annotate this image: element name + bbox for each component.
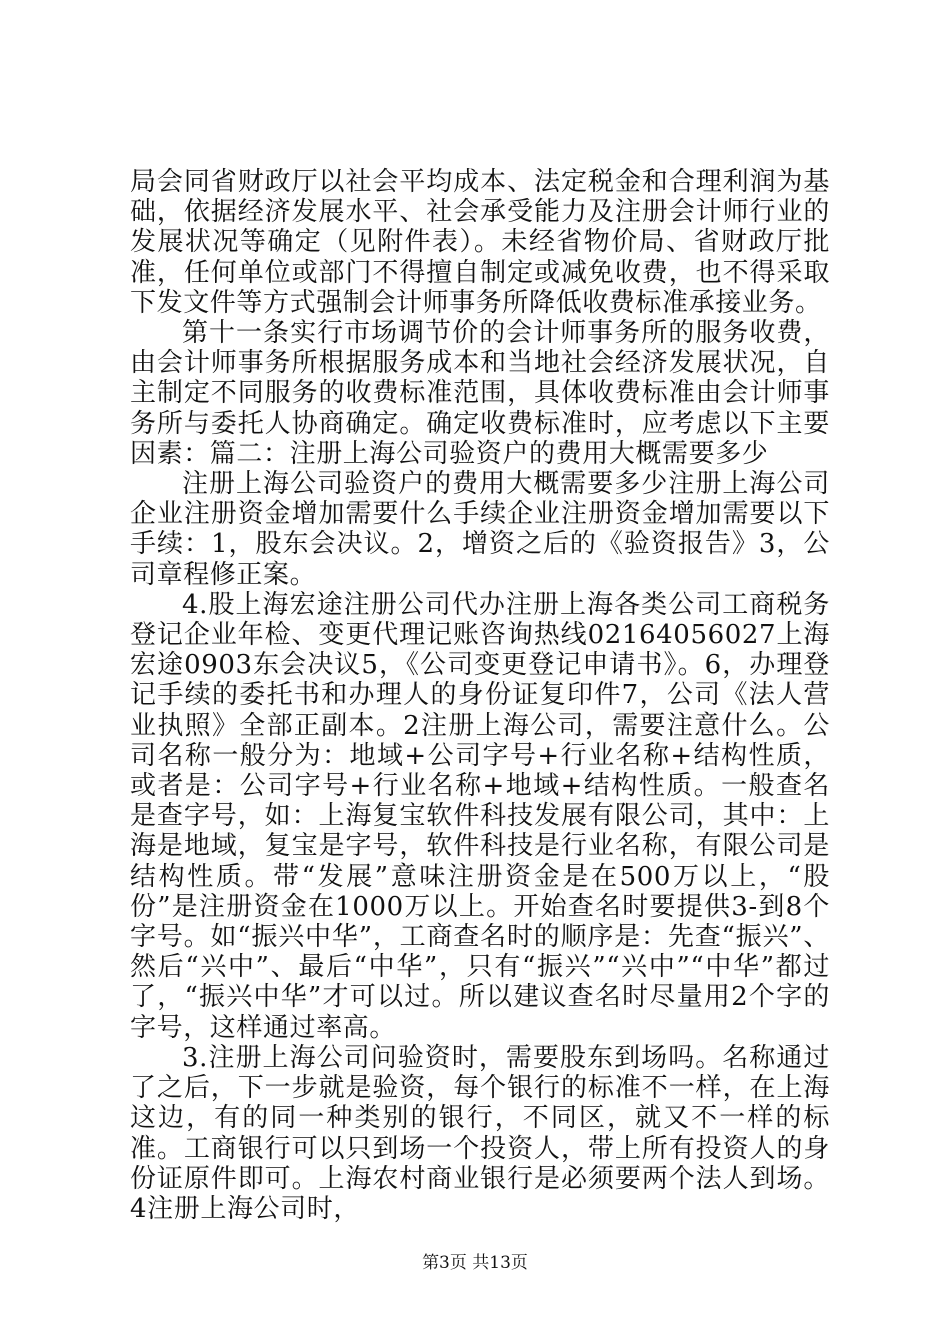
paragraph-company-naming: 4.股上海宏途注册公司代办注册上海各类公司工商税务登记企业年检、变更代理记账咨询热线02164056027上海宏途0903东会决议5，《公司变更登记申请书》。6，办理登记手续的委托书和办理人的身份证复印件7，公司《法人营业执照》全部正副本。2注册上海公司，需要注意什么。公司名称一般分为：地域+公司字号+行业名称+结构性质，或者是：公司字号+行业名称+地域+结构性质。一般查名是查字号，如：上海复宝软件科技发展有限公司，其中：上海是地域，复宝是字号，软件科技是行业名称，有限公司是结构性质。带“发展”意味注册资金是在500万以上，“股份”是注册资金在1000万以上。开始查名时要提供3-到8个字号。如“振兴中华”，工商查名时的顺序是：先查“振兴”、然后“兴中”、最后“中华”，只有“振兴”“兴中”“中华”都过了，“振兴中华”才可以过。所以建议查名时尽量用2个字的字号，这样通过率高。 <box>130 589 830 1043</box>
paragraph-capital-increase: 注册上海公司验资户的费用大概需要多少注册上海公司企业注册资金增加需要什么手续企业注册资金增加需要以下手续：1，股东会决议。2，增资之后的《验资报告》3，公司章程修正案。 <box>130 469 830 590</box>
paragraph-article-eleven: 第十一条实行市场调节价的会计师事务所的服务收费，由会计师事务所根据服务成本和当地社会经济发展状况，自主制定不同服务的收费标准范围，具体收费标准由会计师事务所与委托人协商确定。确定收费标准时，应考虑以下主要因素：篇二：注册上海公司验资户的费用大概需要多少 <box>130 318 830 469</box>
document-body <box>130 167 830 1224</box>
paragraph-capital-verification: 3.注册上海公司问验资时，需要股东到场吗。名称通过了之后，下一步就是验资，每个银行的标准不一样，在上海这边，有的同一种类别的银行，不同区，就又不一样的标准。工商银行可以只到场一个投资人，带上所有投资人的身份证原件即可。上海农村商业银行是必须要两个法人到场。4注册上海公司时， <box>130 1042 830 1224</box>
page-footer: 第3页 共13页 <box>422 1253 528 1273</box>
paragraph-continuation: 局会同省财政厅以社会平均成本、法定税金和合理利润为基础，依据经济发展水平、社会承受能力及注册会计师行业的发展状况等确定（见附件表）。未经省物价局、省财政厅批准，任何单位或部门不得擅自制定或减免收费，也不得采取下发文件等方式强制会计师事务所降低收费标准承接业务。 <box>130 167 830 318</box>
